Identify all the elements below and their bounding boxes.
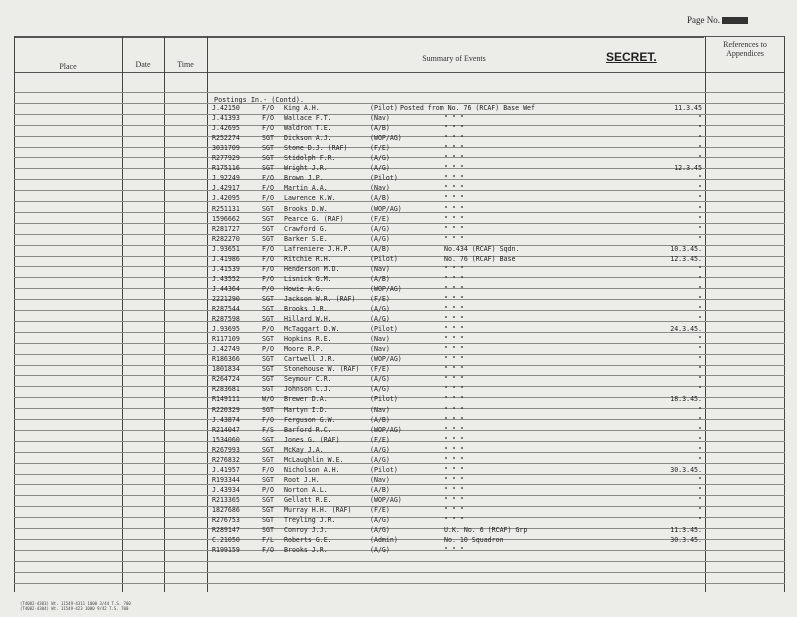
ruled-line bbox=[14, 92, 785, 93]
crew-role: (A/B) bbox=[370, 274, 390, 283]
service-number: R277929 bbox=[212, 154, 240, 163]
posting-date: " bbox=[698, 124, 702, 133]
posting-date: " bbox=[698, 335, 702, 344]
ditto-marks: " " " bbox=[444, 475, 464, 484]
service-number: J.41957 bbox=[212, 465, 240, 474]
crew-role: (A/B) bbox=[370, 124, 390, 133]
crew-role: (A/G) bbox=[370, 526, 390, 535]
ditto-marks: " " " bbox=[444, 164, 464, 173]
rank: SGT bbox=[262, 234, 274, 243]
remark: No. 10 Squadron bbox=[444, 536, 504, 545]
col-place-date-divider bbox=[122, 36, 123, 592]
service-number: R264724 bbox=[212, 375, 240, 384]
page-number bbox=[687, 15, 748, 25]
rank: F/O bbox=[262, 415, 274, 424]
ruled-line bbox=[14, 550, 785, 551]
posting-date: " bbox=[698, 214, 702, 223]
service-number: J.43934 bbox=[212, 485, 240, 494]
ditto-marks: " " " bbox=[444, 214, 464, 223]
rank: SGT bbox=[262, 405, 274, 414]
rank: P/O bbox=[262, 325, 274, 334]
ditto-marks: " " " bbox=[444, 415, 464, 424]
name: McLaughlin W.E. bbox=[284, 455, 344, 464]
rank: SGT bbox=[262, 435, 274, 444]
posting-date: " bbox=[698, 435, 702, 444]
posting-date: " bbox=[698, 485, 702, 494]
rank: F/O bbox=[262, 264, 274, 273]
crew-role: (Nav) bbox=[370, 264, 390, 273]
ditto-marks: " " " bbox=[444, 274, 464, 283]
name: Brewer D.A. bbox=[284, 395, 328, 404]
posting-date: " bbox=[698, 224, 702, 233]
name: Brooks J.R. bbox=[284, 546, 328, 555]
rank: SGT bbox=[262, 294, 274, 303]
posting-date: " bbox=[698, 385, 702, 394]
crew-role: (Pilot) bbox=[370, 325, 398, 334]
name: Dickson A.J. bbox=[284, 134, 332, 143]
service-number: J.43552 bbox=[212, 274, 240, 283]
rank: SGT bbox=[262, 144, 274, 153]
service-number: 1596662 bbox=[212, 214, 240, 223]
crew-role: (A/G) bbox=[370, 546, 390, 555]
crew-role: (A/G) bbox=[370, 154, 390, 163]
service-number: J.42917 bbox=[212, 184, 240, 193]
rank: F/O bbox=[262, 546, 274, 555]
rank: SGT bbox=[262, 305, 274, 313]
name: Conroy J.J. bbox=[284, 526, 328, 535]
posting-date: " bbox=[698, 516, 702, 525]
posting-date: " bbox=[698, 455, 702, 464]
crew-role: (A/G) bbox=[370, 315, 390, 324]
ditto-marks: " " " bbox=[444, 114, 464, 123]
service-number: R252274 bbox=[212, 134, 240, 143]
rank: SGT bbox=[262, 315, 274, 324]
service-number: R220329 bbox=[212, 405, 240, 414]
col-date-time-divider bbox=[164, 36, 165, 592]
record-form bbox=[14, 36, 785, 592]
posting-date: " bbox=[698, 154, 702, 163]
remark: U.K. No. 6 (RCAF) Grp bbox=[444, 526, 528, 535]
posting-date: " bbox=[698, 294, 702, 303]
name: Cartwell J.R. bbox=[284, 355, 336, 364]
rank: SGT bbox=[262, 204, 274, 213]
crew-role: (Nav) bbox=[370, 114, 390, 123]
posting-date: 11.3.45 bbox=[674, 104, 702, 112]
posting-date: " bbox=[698, 405, 702, 414]
ditto-marks: " " " bbox=[444, 485, 464, 494]
service-number: R276753 bbox=[212, 516, 240, 525]
name: Lafreniere J.H.P. bbox=[284, 244, 352, 253]
name: Ferguson G.W. bbox=[284, 415, 336, 424]
crew-role: (WOP/AG) bbox=[370, 355, 402, 364]
name: Pearce G. (RAF) bbox=[284, 214, 344, 223]
posting-date: " bbox=[698, 114, 702, 123]
name: Waldron T.E. bbox=[284, 124, 332, 133]
ditto-marks: " " " bbox=[444, 315, 464, 324]
service-number: R251131 bbox=[212, 204, 240, 213]
crew-role: (WOP/AG) bbox=[370, 204, 402, 213]
ditto-marks: " " " bbox=[444, 305, 464, 313]
rank: SGT bbox=[262, 495, 274, 504]
crew-role: (A/G) bbox=[370, 305, 390, 313]
service-number: R175116 bbox=[212, 164, 240, 173]
posting-date: " bbox=[698, 264, 702, 273]
rank: SGT bbox=[262, 134, 274, 143]
ditto-marks: " " " bbox=[444, 405, 464, 414]
crew-role: (A/G) bbox=[370, 455, 390, 464]
posting-date: " bbox=[698, 144, 702, 153]
crew-role: (Pilot) bbox=[370, 465, 398, 474]
col-left-border bbox=[14, 36, 15, 592]
name: Wright J.R. bbox=[284, 164, 328, 173]
ruled-line bbox=[14, 583, 785, 584]
name: Howie A.G. bbox=[284, 284, 324, 293]
crew-role: (F/E) bbox=[370, 214, 390, 223]
ditto-marks: " " " bbox=[444, 154, 464, 163]
ditto-marks: " " " bbox=[444, 375, 464, 384]
posting-date: " bbox=[698, 184, 702, 193]
rank: F/S bbox=[262, 425, 274, 434]
crew-role: (Pilot) bbox=[370, 395, 398, 404]
ditto-marks: " " " bbox=[444, 445, 464, 454]
service-number: J.42095 bbox=[212, 194, 240, 203]
posting-date: " bbox=[698, 445, 702, 454]
name: McTaggart D.W. bbox=[284, 325, 340, 334]
service-number: R287544 bbox=[212, 305, 240, 313]
name: Barker S.E. bbox=[284, 234, 328, 243]
rank: F/O bbox=[262, 274, 274, 283]
name: Ritchie R.H. bbox=[284, 254, 332, 263]
name: Hillard W.H. bbox=[284, 315, 332, 324]
posting-date: " bbox=[698, 194, 702, 203]
ditto-marks: " " " bbox=[444, 294, 464, 303]
posting-date: " bbox=[698, 475, 702, 484]
posting-date: " bbox=[698, 345, 702, 354]
service-number: R213365 bbox=[212, 495, 240, 504]
rank: F/L bbox=[262, 536, 274, 545]
service-number: J.44364 bbox=[212, 284, 240, 293]
col-summary-ref-divider bbox=[705, 36, 706, 592]
name: Martyn I.D. bbox=[284, 405, 328, 414]
rank: SGT bbox=[262, 154, 274, 163]
service-number: J.93695 bbox=[212, 325, 240, 334]
crew-role: (A/G) bbox=[370, 164, 390, 173]
header-summary: Summary of Events bbox=[422, 54, 486, 63]
service-number: 1827686 bbox=[212, 506, 240, 514]
crew-role: (Pilot) bbox=[370, 174, 398, 183]
crew-role: (F/E) bbox=[370, 365, 390, 374]
ditto-marks: " " " bbox=[444, 335, 464, 344]
ditto-marks: " " " bbox=[444, 284, 464, 293]
rank: P/O bbox=[262, 345, 274, 354]
ditto-marks: " " " bbox=[444, 455, 464, 464]
ditto-marks: " " " bbox=[444, 204, 464, 213]
service-number: J.41393 bbox=[212, 114, 240, 123]
posting-date: " bbox=[698, 274, 702, 283]
crew-role: (Nav) bbox=[370, 475, 390, 484]
crew-role: (F/E) bbox=[370, 294, 390, 303]
header-bottom-rule bbox=[14, 72, 785, 73]
name: Seymour C.R. bbox=[284, 375, 332, 384]
rank: F/O bbox=[262, 114, 274, 123]
ditto-marks: " " " bbox=[444, 385, 464, 394]
rank: SGT bbox=[262, 516, 274, 525]
rank: SGT bbox=[262, 526, 274, 535]
rank: SGT bbox=[262, 335, 274, 344]
posting-date: " bbox=[698, 315, 702, 324]
service-number: R117109 bbox=[212, 335, 240, 344]
rank: W/O bbox=[262, 395, 274, 404]
ditto-marks: " " " bbox=[444, 365, 464, 374]
posting-date: " bbox=[698, 355, 702, 364]
rank: F/O bbox=[262, 244, 274, 253]
crew-role: (Nav) bbox=[370, 184, 390, 193]
crew-role: (A/G) bbox=[370, 375, 390, 384]
rank: SGT bbox=[262, 375, 274, 384]
name: Stidolph F.R. bbox=[284, 154, 336, 163]
crew-role: (F/E) bbox=[370, 435, 390, 444]
name: Brooks D.W. bbox=[284, 204, 328, 213]
crew-role: (WOP/AG) bbox=[370, 284, 402, 293]
footer-line-2: (T4082-4304) Wt. 11549-423 1000 9/42 T.S. 700 bbox=[20, 606, 129, 611]
ditto-marks: " " " bbox=[444, 425, 464, 434]
name: Roberts G.E. bbox=[284, 536, 332, 545]
rank: F/O bbox=[262, 254, 274, 263]
service-number: R282270 bbox=[212, 234, 240, 243]
posting-date: " bbox=[698, 495, 702, 504]
service-number: 1534060 bbox=[212, 435, 240, 444]
name: Brown J.P. bbox=[284, 174, 324, 183]
ditto-marks: " " " bbox=[444, 345, 464, 354]
service-number: J.42695 bbox=[212, 124, 240, 133]
service-number: J.93651 bbox=[212, 244, 240, 253]
posting-date: " bbox=[698, 234, 702, 243]
ditto-marks: " " " bbox=[444, 124, 464, 133]
crew-role: (Pilot) bbox=[370, 254, 398, 263]
service-number: J.41986 bbox=[212, 254, 240, 263]
header-date: Date bbox=[135, 60, 151, 69]
rank: P/O bbox=[262, 284, 274, 293]
service-number: R287598 bbox=[212, 315, 240, 324]
ditto-marks: " " " bbox=[444, 194, 464, 203]
ditto-marks: " " " bbox=[444, 325, 464, 334]
ditto-marks: " " " bbox=[444, 465, 464, 474]
name: Barford R.C. bbox=[284, 425, 332, 434]
name: Wallace F.T. bbox=[284, 114, 332, 123]
ditto-marks: " " " bbox=[444, 144, 464, 153]
crew-role: (A/G) bbox=[370, 224, 390, 233]
ditto-marks: " " " bbox=[444, 174, 464, 183]
crew-role: (WOP/AG) bbox=[370, 134, 402, 143]
service-number: J.41539 bbox=[212, 264, 240, 273]
rank: SGT bbox=[262, 164, 274, 173]
posting-date: 30.3.45. bbox=[670, 465, 702, 474]
name: Jones G. (RAF) bbox=[284, 435, 340, 444]
remark: Posted from No. 76 (RCAF) Base Wef bbox=[400, 104, 535, 112]
rank: SGT bbox=[262, 224, 274, 233]
crew-role: (WOP/AG) bbox=[370, 495, 402, 504]
crew-role: (Nav) bbox=[370, 405, 390, 414]
rank: F/O bbox=[262, 184, 274, 193]
crew-role: (A/B) bbox=[370, 415, 390, 424]
name: Root J.H. bbox=[284, 475, 320, 484]
crew-role: (F/E) bbox=[370, 506, 390, 514]
ditto-marks: " " " bbox=[444, 395, 464, 404]
crew-role: (F/E) bbox=[370, 144, 390, 153]
service-number: J.42749 bbox=[212, 345, 240, 354]
ruled-line bbox=[14, 572, 785, 573]
service-number: R289147 bbox=[212, 526, 240, 535]
secret-stamp: SECRET. bbox=[606, 50, 657, 64]
rank: SGT bbox=[262, 455, 274, 464]
rank: SGT bbox=[262, 506, 274, 514]
ditto-marks: " " " bbox=[444, 134, 464, 143]
rank: F/O bbox=[262, 465, 274, 474]
rank: F/O bbox=[262, 104, 274, 112]
page-number-redacted bbox=[722, 17, 748, 24]
name: Lawrence K.W. bbox=[284, 194, 336, 203]
rank: SGT bbox=[262, 214, 274, 223]
service-number: C.21050 bbox=[212, 536, 240, 545]
posting-date: " bbox=[698, 305, 702, 313]
name: Jackson W.R. (RAF) bbox=[284, 294, 356, 303]
crew-role: (A/G) bbox=[370, 516, 390, 525]
ditto-marks: " " " bbox=[444, 264, 464, 273]
posting-date: " bbox=[698, 415, 702, 424]
ditto-marks: " " " bbox=[444, 516, 464, 525]
header-references: References to Appendices bbox=[723, 40, 767, 58]
footer-line-1: (T4082-4303) Wt. 11549-4311 1000 3/44 T.S. 700 bbox=[20, 601, 131, 606]
rank: SGT bbox=[262, 475, 274, 484]
ditto-marks: " " " bbox=[444, 495, 464, 504]
name: Stonehouse W. (RAF) bbox=[284, 365, 360, 374]
posting-date: " bbox=[698, 506, 702, 514]
remark: No. 76 (RCAF) Base bbox=[444, 254, 516, 263]
page-number-label: Page No. bbox=[687, 15, 720, 25]
posting-date: 12.3.45. bbox=[670, 254, 702, 263]
crew-role: (Nav) bbox=[370, 335, 390, 344]
crew-role: (Pilot) bbox=[370, 104, 398, 112]
posting-date: " bbox=[698, 204, 702, 213]
name: Murray H.H. (RAF) bbox=[284, 506, 352, 514]
posting-date: " bbox=[698, 425, 702, 434]
name: Hopkins R.E. bbox=[284, 335, 332, 344]
header-time: Time bbox=[177, 60, 194, 69]
rank: SGT bbox=[262, 355, 274, 364]
ruled-line bbox=[14, 561, 785, 562]
section-title: Postings In.- (Contd). bbox=[214, 96, 305, 104]
col-time-summary-divider bbox=[207, 36, 208, 592]
service-number: 1801834 bbox=[212, 365, 240, 374]
crew-role: (A/G) bbox=[370, 385, 390, 394]
service-number: 3031709 bbox=[212, 144, 240, 153]
name: Crawford G. bbox=[284, 224, 328, 233]
service-number: R193344 bbox=[212, 475, 240, 484]
posting-date: 12.3.45 bbox=[674, 164, 702, 173]
service-number: R283681 bbox=[212, 385, 240, 394]
rank: SGT bbox=[262, 365, 274, 374]
top-rule-inner bbox=[14, 37, 704, 38]
crew-role: (A/G) bbox=[370, 234, 390, 243]
crew-role: (WOP/AG) bbox=[370, 425, 402, 434]
ditto-marks: " " " bbox=[444, 184, 464, 193]
ditto-marks: " " " bbox=[444, 234, 464, 243]
posting-date: " bbox=[698, 174, 702, 183]
name: Martin A.A. bbox=[284, 184, 328, 193]
name: Lisnick G.M. bbox=[284, 274, 332, 283]
rank: F/O bbox=[262, 174, 274, 183]
posting-date: " bbox=[698, 375, 702, 384]
name: Brooks J.R. bbox=[284, 305, 328, 313]
ditto-marks: " " " bbox=[444, 435, 464, 444]
crew-role: (A/B) bbox=[370, 485, 390, 494]
rank: F/O bbox=[262, 194, 274, 203]
service-number: R281727 bbox=[212, 224, 240, 233]
name: Nicholson A.H. bbox=[284, 465, 340, 474]
posting-date: 30.3.45. bbox=[670, 536, 702, 545]
ditto-marks: " " " bbox=[444, 224, 464, 233]
crew-role: (A/G) bbox=[370, 445, 390, 454]
rank: F/O bbox=[262, 124, 274, 133]
ditto-marks: " " " bbox=[444, 355, 464, 364]
posting-date: 11.3.45. bbox=[670, 526, 702, 535]
service-number: R199159 bbox=[212, 546, 240, 555]
name: Stone D.J. (RAF) bbox=[284, 144, 348, 153]
rank: P/O bbox=[262, 485, 274, 494]
posting-date: " bbox=[698, 284, 702, 293]
form-footer bbox=[20, 601, 131, 611]
service-number: R267993 bbox=[212, 445, 240, 454]
ditto-marks: " " " bbox=[444, 546, 464, 555]
name: Norton A.L. bbox=[284, 485, 328, 494]
name: Henderson M.D. bbox=[284, 264, 340, 273]
header-place: Place bbox=[59, 62, 77, 71]
service-number: 2221290 bbox=[212, 294, 240, 303]
service-number: J.43874 bbox=[212, 415, 240, 424]
posting-date: " bbox=[698, 134, 702, 143]
col-right-border bbox=[784, 36, 785, 592]
name: Moore R.P. bbox=[284, 345, 324, 354]
rank: SGT bbox=[262, 445, 274, 454]
rank: SGT bbox=[262, 385, 274, 394]
remark: No.434 (RCAF) Sqdn. bbox=[444, 244, 520, 253]
crew-role: (Nav) bbox=[370, 345, 390, 354]
ditto-marks: " " " bbox=[444, 506, 464, 514]
service-number: J.42150 bbox=[212, 104, 240, 112]
crew-role: (Admin) bbox=[370, 536, 398, 545]
name: Johnson C.J. bbox=[284, 385, 332, 394]
name: Gellatt R.E. bbox=[284, 495, 332, 504]
service-number: R214047 bbox=[212, 425, 240, 434]
posting-date: 18.3.45. bbox=[670, 395, 702, 404]
name: Treyling J.R. bbox=[284, 516, 336, 525]
posting-date: 24.3.45. bbox=[670, 325, 702, 334]
posting-date: 10.3.45. bbox=[670, 244, 702, 253]
crew-role: (A/B) bbox=[370, 194, 390, 203]
crew-role: (A/B) bbox=[370, 244, 390, 253]
service-number: R149111 bbox=[212, 395, 240, 404]
service-number: R276832 bbox=[212, 455, 240, 464]
posting-date: " bbox=[698, 365, 702, 374]
name: McKay J.A. bbox=[284, 445, 324, 454]
service-number: R186366 bbox=[212, 355, 240, 364]
service-number: J.92249 bbox=[212, 174, 240, 183]
name: King A.H. bbox=[284, 104, 320, 112]
